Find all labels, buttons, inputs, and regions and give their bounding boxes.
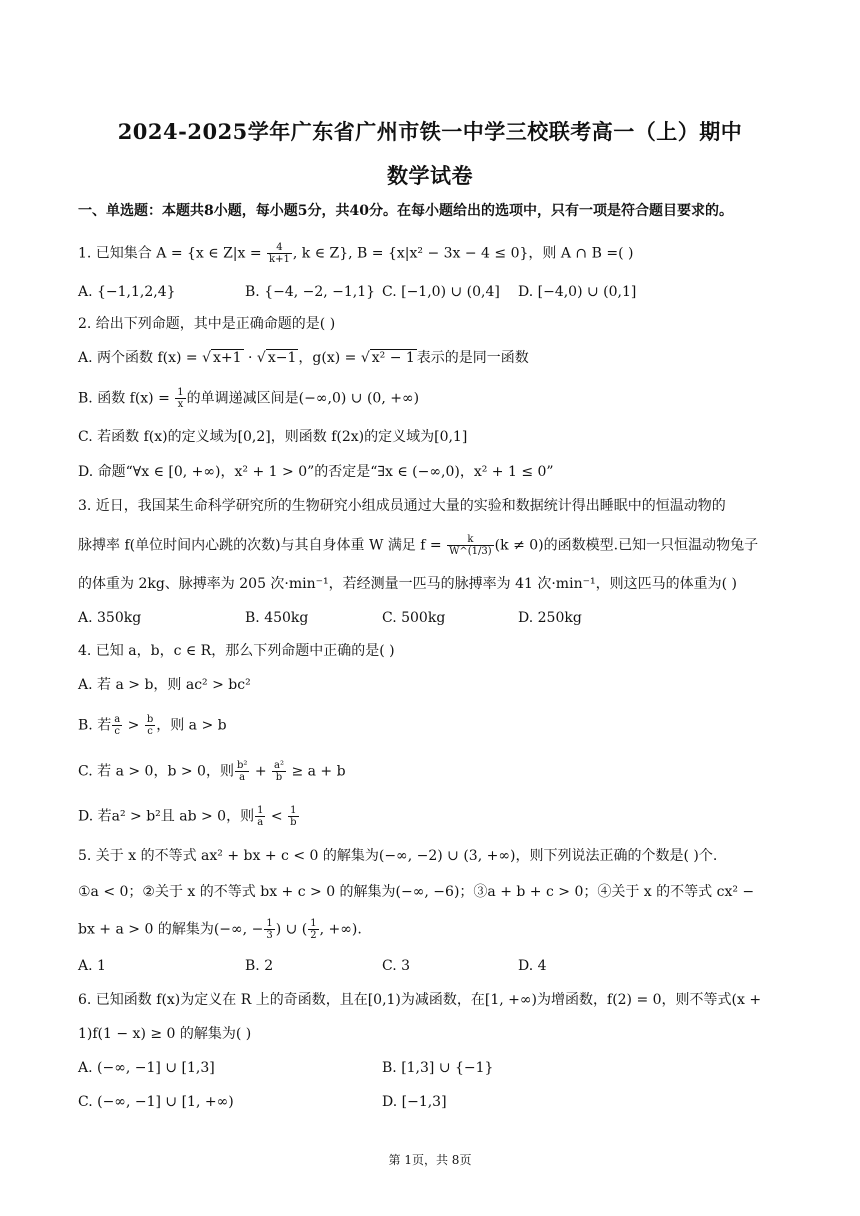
q5-frac-den: 2 <box>310 930 317 941</box>
q4-b-den: c <box>114 726 120 737</box>
q1-frac-num: 4 <box>267 242 292 254</box>
q3-option-a: A. 350kg <box>78 610 142 626</box>
q4-option-c <box>78 760 346 783</box>
q4-option-b <box>78 714 227 737</box>
q2-option-b <box>78 387 419 410</box>
q2-b-part: B. 函数 f(x) = <box>78 390 175 407</box>
q5-fraction <box>308 918 318 941</box>
q5-option-a: A. 1 <box>78 958 106 974</box>
exam-subtitle: 数学试卷 <box>387 163 473 188</box>
q2-a-sqrt: x−1 <box>267 350 297 366</box>
q1-stem-part: , k ∈ Z}, B = {x|x² − 3x − 4 ≤ 0}，则 A ∩ B =( ) <box>292 245 634 262</box>
q1-stem <box>78 242 633 265</box>
q2-a-part: · <box>243 350 257 366</box>
q6-option-d: D. [−1,3] <box>382 1094 447 1110</box>
page-footer: 第 1页，共 8页 <box>388 1153 472 1167</box>
q4-b-num: a <box>114 714 121 725</box>
q3-option-b: B. 450kg <box>245 610 309 626</box>
q4-c-den: a <box>239 772 246 783</box>
q1-stem-part: 1. 已知集合 A = {x ∈ Z|x = <box>78 245 267 262</box>
q3-part: (k ≠ 0)的函数模型.已知一只恒温动物兔子 <box>494 537 759 554</box>
q2-a-part: A. 两个函数 f(x) = <box>78 350 203 366</box>
q6-option-a: A. (−∞, −1] ∪ [1,3] <box>78 1060 215 1076</box>
q5-part: , +∞). <box>319 921 362 938</box>
q4-c-fraction <box>272 760 286 783</box>
q4-b-fraction <box>145 714 155 737</box>
q3-line-1: 3. 近日，我国某生命科学研究所的生物研究小组成员通过大量的实验和数据统计得出睡眠中的恒温动物的 <box>78 498 726 514</box>
q4-b-den: c <box>147 726 153 737</box>
q4-d-fraction <box>255 805 265 828</box>
q2-a-sqrt: x+1 <box>213 350 242 366</box>
q1-option-b: B. {−4, −2, −1,1} <box>245 284 376 300</box>
q6-line-1: 6. 已知函数 f(x)为定义在 R 上的奇函数，且在[0,1)为减函数，在[1, +∞)为增函数，f(2) = 0，则不等式(x + <box>78 992 762 1008</box>
q4-b-part: > <box>123 717 144 734</box>
q3-option-c: C. 500kg <box>382 610 446 626</box>
q4-d-den: b <box>290 817 297 828</box>
q2-b-fraction <box>175 387 185 410</box>
q4-c-num: a² <box>274 760 284 771</box>
q5-frac-den: 3 <box>266 930 273 941</box>
q4-b-fraction <box>112 714 122 737</box>
q2-b-part: 的单调递减区间是(−∞,0) ∪ (0, +∞) <box>186 390 420 407</box>
q4-c-den: b <box>275 772 283 783</box>
q5-option-c: C. 3 <box>382 958 411 974</box>
q1-option-c: C. [−1,0) ∪ (0,4] <box>382 284 500 300</box>
q1-fraction <box>267 242 292 265</box>
q4-option-d <box>78 805 300 828</box>
q2-option-c: C. 若函数 f(x)的定义域为[0,2]，则函数 f(2x)的定义域为[0,1] <box>78 429 468 445</box>
q5-frac-num: 1 <box>266 918 273 929</box>
exam-title: 2024-2025学年广东省广州市铁一中学三校联考高一（上）期中 <box>117 119 743 144</box>
q5-part: bx + a > 0 的解集为(−∞, − <box>78 921 264 938</box>
q4-d-part: < <box>266 808 288 825</box>
q1-frac-den: k+1 <box>269 254 290 265</box>
q5-fraction <box>264 918 274 941</box>
q2-b-num: 1 <box>177 387 184 398</box>
q1-option-a: A. {−1,1,2,4} <box>78 284 176 300</box>
q2-option-a: A. 两个函数 f(x) = √ x+1 · √ x−1 ，g(x) = √ x² − 1 表示的是同一函数 <box>78 350 529 366</box>
q4-b-part: B. 若 <box>78 717 112 734</box>
q4-stem: 4. 已知 a，b，c ∈ R，那么下列命题中正确的是( ) <box>78 643 395 659</box>
q2-b-den: x <box>177 399 184 410</box>
q3-line-2 <box>78 534 758 557</box>
q5-line-1: 5. 关于 x 的不等式 ax² + bx + c < 0 的解集为(−∞, −2) ∪ (3, +∞)，则下列说法正确的个数是( )个. <box>78 848 718 864</box>
q4-option-a: A. 若 a > b，则 ac² > bc² <box>78 677 251 693</box>
q3-frac-den: W^(1/3) <box>449 546 492 557</box>
q3-part: 脉搏率 f(单位时间内心跳的次数)与其自身体重 W 满足 f = <box>78 537 447 554</box>
q6-line-2: 1)f(1 − x) ≥ 0 的解集为( ) <box>78 1026 252 1042</box>
q6-option-b: B. [1,3] ∪ {−1} <box>382 1060 494 1076</box>
q2-stem: 2. 给出下列命题，其中是正确命题的是( ) <box>78 316 336 332</box>
q4-c-fraction <box>235 760 249 783</box>
section-header: 一、单选题：本题共8小题，每小题5分，共40分。在每小题给出的选项中，只有一项是符合题目要求的。 <box>78 203 733 219</box>
q6-option-c: C. (−∞, −1] ∪ [1, +∞) <box>78 1094 234 1110</box>
q5-line-2: ①a < 0；②关于 x 的不等式 bx + c > 0 的解集为(−∞, −6)；③a + b + c > 0；④关于 x 的不等式 cx² − <box>78 884 755 900</box>
q1-option-d: D. [−4,0) ∪ (0,1] <box>518 284 637 300</box>
q2-a-part: 表示的是同一函数 <box>416 350 529 366</box>
q4-d-fraction <box>288 805 298 828</box>
q5-frac-num: 1 <box>310 918 317 929</box>
q4-d-den: a <box>257 817 264 828</box>
q5-option-d: D. 4 <box>518 958 547 974</box>
q4-c-num: b² <box>236 760 248 771</box>
q4-c-part: ≥ a + b <box>287 763 346 780</box>
q4-d-num: 1 <box>288 805 298 817</box>
q3-option-d: D. 250kg <box>518 610 582 626</box>
q4-d-num: 1 <box>257 805 264 816</box>
q2-a-part: ，g(x) = <box>298 350 361 366</box>
q4-c-part: C. 若 a > 0，b > 0，则 <box>78 763 234 780</box>
q2-a-sqrt: x² − 1 <box>371 350 415 366</box>
q2-option-d: D. 命题“∀x ∈ [0, +∞)，x² + 1 > 0”的否定是“∃x ∈ (−∞,0)，x² + 1 ≤ 0” <box>78 464 554 480</box>
q4-d-part: D. 若a² > b²且 ab > 0，则 <box>78 808 255 825</box>
q4-c-part: + <box>250 763 272 780</box>
q4-b-part: ，则 a > b <box>156 717 227 734</box>
q5-option-b: B. 2 <box>245 958 274 974</box>
q3-frac-num: k <box>447 534 494 546</box>
q5-part: ) ∪ ( <box>275 921 308 938</box>
q3-fraction <box>447 534 494 557</box>
q5-line-3 <box>78 918 362 941</box>
q3-line-3: 的体重为 2kg、脉搏率为 205 次·min⁻¹，若经测量一匹马的脉搏率为 41 次·min⁻¹，则这匹马的体重为( ) <box>78 576 737 592</box>
q4-b-num: b <box>146 714 154 725</box>
